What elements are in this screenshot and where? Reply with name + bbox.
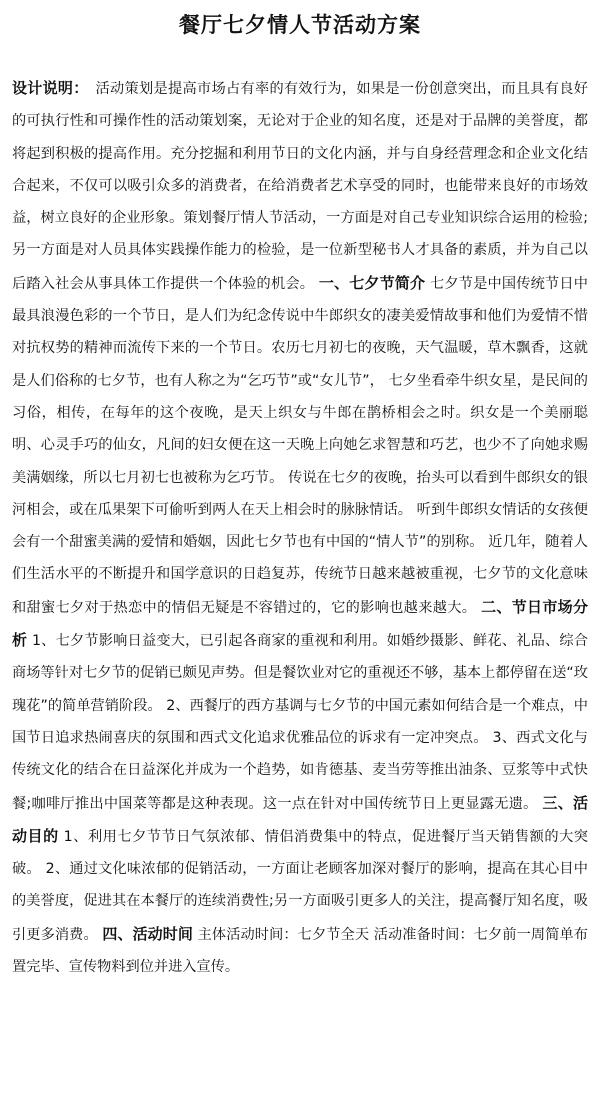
section-heading-intro: 一、七夕节简介 <box>318 273 426 292</box>
section-heading-time: 四、活动时间 <box>102 924 193 943</box>
section-text-market: 1、七夕节影响日益变大，已引起各商家的重视和利用。如婚纱摄影、鲜花、礼品、综合商场等针对七夕节的促销已颇见声势。但是餐饮业对它的重视还不够，基本上都停留在送“玫瑰花”的简单营销阶段。 2、西餐厅的西方基调与七夕节的中国元素如何结合是一个难点，中国节日追求热闹喜庆的氛围和西式文化追求优雅品位的诉求有一定冲突点。 3、西式文化与传统文化的结合在日益深化并成为一个趋势，如肯德基、麦当劳等推出油条、豆浆等中式快餐;咖啡厅推出中国菜等都是这种表现。这一点在针对中国传统节日上更显露无遗。 <box>12 633 588 812</box>
section-heading-purpose: 三、活动目的 <box>12 793 588 845</box>
section-text-intro: 七夕节是中国传统节日中最具浪漫色彩的一个节日，是人们为纪念传说中牛郎织女的凄美爱情故事和他们为爱情不惜对抗权势的精神而流传下来的一个节日。农历七月初七的夜晚，天气温暖，草木飘香，这就是人们俗称的七夕节，也有人称之为“乞巧节”或“女儿节”， 七夕坐看牵牛织女星，是民间的习俗，相传，在每年的这个夜晚，是天上织女与牛郎在鹊桥相会之时。织女是一个美丽聪明、心灵手巧的仙女，凡间的妇女便在这一天晚上向她乞求智慧和巧艺，也少不了向她求赐美满姻缘，所以七月初七也被称为乞巧节。 传说在七夕的夜晚，抬头可以看到牛郎织女的银河相会，或在瓜果架下可偷听到两人在天上相会时的脉脉情话。 听到牛郎织女情话的女孩便会有一个甜蜜美满的爱情和婚姻，因此七夕节也有中国的“情人节”的别称。 近几年，随着人们生活水平的不断提升和国学意识的日趋复苏，传统节日越来越被重视，七夕节的文化意味和甜蜜七夕对于热恋中的情侣无疑是不容错过的，它的影响也越来越大。 <box>12 275 588 616</box>
document-body <box>12 72 588 983</box>
document-title: 餐厅七夕情人节活动方案 <box>179 13 421 37</box>
section-text-purpose: 1、利用七夕节节日气氛浓郁、情侣消费集中的特点，促进餐厅当天销售额的大突破。 2、通过文化味浓郁的促销活动，一方面让老顾客加深对餐厅的影响，提高在其心目中的美誉度，促进其在本餐厅的连续消费性;另一方面吸引更多人的关注，提高餐厅知名度，吸引更多消费。 <box>12 828 588 943</box>
design-label: 设计说明： <box>12 79 82 97</box>
section-text-time: 主体活动时间：七夕节全天 活动准备时间：七夕前一周简单布置完毕、宣传物料到位并进入宣传。 <box>12 926 588 976</box>
section-heading-market: 二、节日市场分析 <box>12 597 588 650</box>
design-paragraph: 活动策划是提高市场占有率的有效行为，如果是一份创意突出，而且具有良好的可执行性和可操作性的活动策划案，无论对于企业的知名度，还是对于品牌的美誉度，都将起到积极的提高作用。充分挖掘和利用节日的文化内涵，并与自身经营理念和企业文化结合起来，不仅可以吸引众多的消费者，在给消费者艺术享受的同时，也能带来良好的市场效益，树立良好的企业形象。策划餐厅情人节活动，一方面是对自己专业知识综合运用的检验;另一方面是对人员具体实践操作能力的检验，是一位新型秘书人才具备的素质，并为自己以后踏入社会从事具体工作提供一个体验的机会。 <box>12 81 588 292</box>
